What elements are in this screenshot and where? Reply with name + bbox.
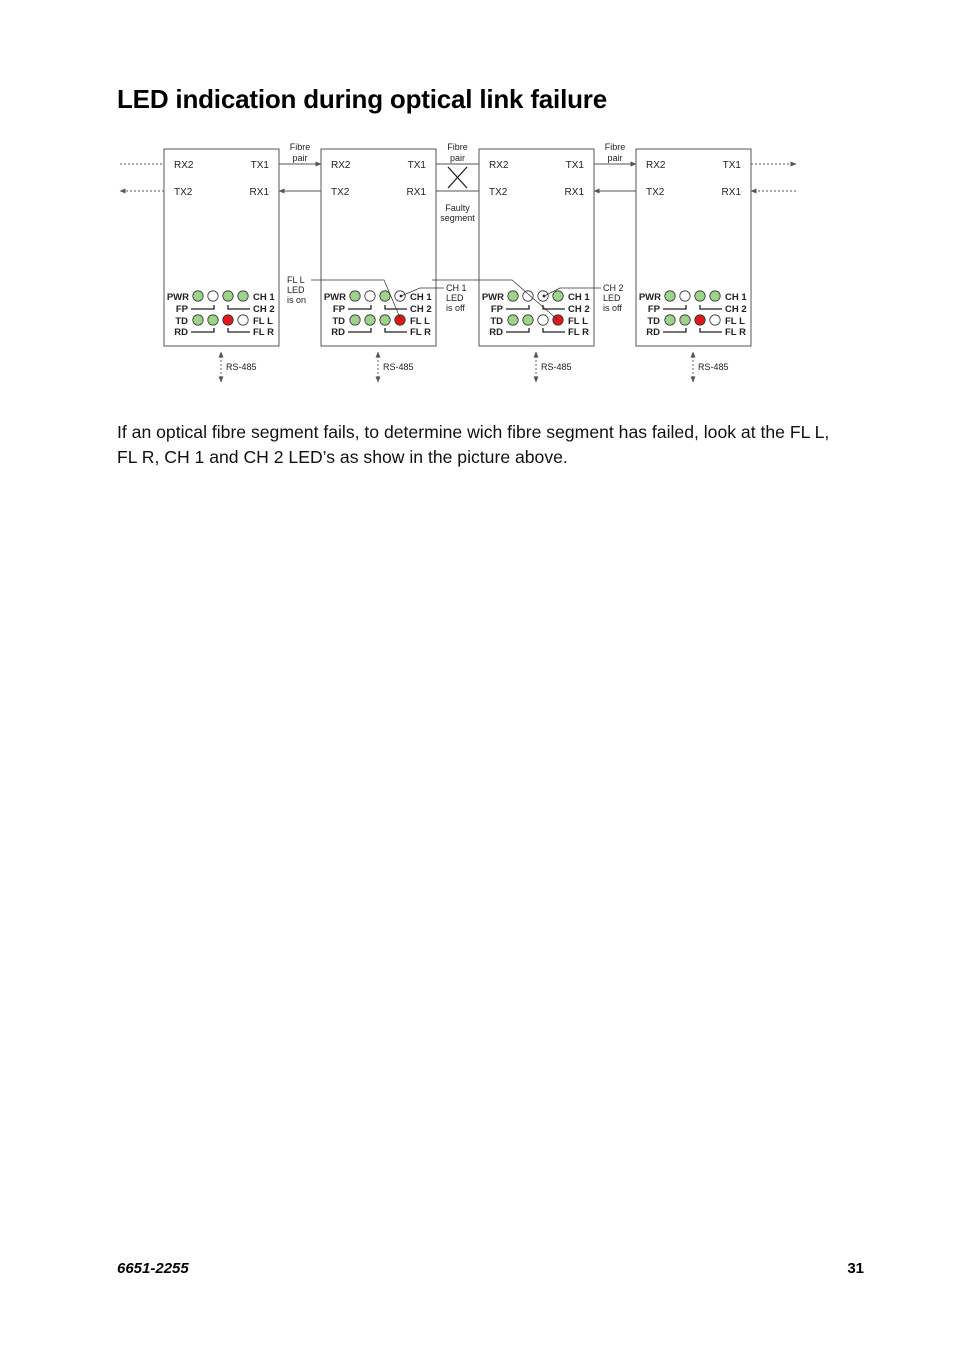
led-label-td: TD — [332, 316, 345, 327]
led-pwr — [193, 291, 203, 301]
fibre-pair-label: Fibre — [604, 142, 626, 152]
led-label-fl-r: FL R — [253, 327, 274, 338]
led-label-fl-r: FL R — [725, 327, 746, 338]
port-label-tx2: TX2 — [174, 187, 193, 198]
led-label-ch2: CH 2 — [253, 304, 275, 315]
link-failure-diagram — [0, 130, 954, 400]
converter-unit — [479, 149, 594, 382]
port-label-tx1: TX1 — [722, 160, 741, 171]
led-fl-r — [238, 315, 248, 325]
led-label-td: TD — [175, 316, 188, 327]
led-td — [508, 315, 518, 325]
led-indicator — [208, 291, 218, 301]
rs485-label: RS-485 — [226, 362, 257, 372]
faulty-segment-label: segment — [440, 213, 475, 223]
led-label-fp: FP — [647, 304, 660, 315]
led-pwr — [665, 291, 675, 301]
led-ch2 — [710, 291, 720, 301]
port-label-tx2: TX2 — [489, 187, 508, 198]
callout-ch1: LED — [446, 293, 464, 303]
led-rd — [365, 315, 375, 325]
body-paragraph: If an optical fibre segment fails, to determine wich fibre segment has failed, look at the FL L, FL R, CH 1 and CH 2 LED’s as show in the picture above. — [117, 422, 830, 467]
callout-fl-l: LED — [287, 285, 305, 295]
port-label-rx2: RX2 — [174, 160, 194, 171]
led-label-td: TD — [490, 316, 503, 327]
fibre-pair-label: pair — [607, 153, 623, 163]
port-label-rx2: RX2 — [331, 160, 351, 171]
led-fl-r — [395, 315, 405, 325]
led-td — [350, 315, 360, 325]
led-label-pwr: PWR — [638, 292, 661, 303]
port-label-tx1: TX1 — [407, 160, 426, 171]
port-label-rx1: RX1 — [249, 187, 269, 198]
converter-unit — [321, 149, 436, 382]
led-label-ch2: CH 2 — [725, 304, 747, 315]
led-label-fl-r: FL R — [568, 327, 589, 338]
port-label-tx1: TX1 — [250, 160, 269, 171]
faulty-segment-label: Faulty — [445, 203, 470, 213]
fibre-pair-label: Fibre — [447, 142, 468, 152]
led-ch1 — [380, 291, 390, 301]
rs485-label: RS-485 — [698, 362, 729, 372]
led-label-rd: RD — [646, 327, 660, 338]
fibre-pair-label: pair — [292, 153, 308, 163]
led-label-fl-l: FL L — [410, 316, 430, 327]
led-ch1 — [695, 291, 705, 301]
port-label-rx2: RX2 — [646, 160, 666, 171]
led-label-ch2: CH 2 — [568, 304, 590, 315]
led-label-pwr: PWR — [323, 292, 346, 303]
led-label-fl-l: FL L — [253, 316, 273, 327]
led-td — [665, 315, 675, 325]
callout-ch2: is off — [603, 303, 622, 313]
callout-ch2: LED — [603, 293, 621, 303]
led-fl-l — [223, 315, 233, 325]
callout-fl-l: is on — [287, 295, 307, 305]
port-label-rx1: RX1 — [406, 187, 426, 198]
led-pwr — [508, 291, 518, 301]
page-number: 31 — [847, 1260, 864, 1277]
led-rd — [208, 315, 218, 325]
led-label-fp: FP — [490, 304, 503, 315]
page-title: LED indication during optical link failure — [117, 84, 607, 114]
port-label-tx1: TX1 — [565, 160, 584, 171]
led-ch2 — [553, 291, 563, 301]
led-fl-l — [695, 315, 705, 325]
converter-unit — [164, 149, 279, 382]
port-label-rx2: RX2 — [489, 160, 509, 171]
port-label-tx2: TX2 — [331, 187, 350, 198]
led-label-ch1: CH 1 — [568, 292, 590, 303]
led-label-rd: RD — [174, 327, 188, 338]
callout-ch2: CH 2 — [603, 283, 624, 293]
led-label-fp: FP — [175, 304, 188, 315]
led-rd — [680, 315, 690, 325]
rs485-label: RS-485 — [541, 362, 572, 372]
led-label-td: TD — [647, 316, 660, 327]
rs485-label: RS-485 — [383, 362, 414, 372]
callout-fl-l: FL L — [287, 275, 305, 285]
led-label-pwr: PWR — [166, 292, 189, 303]
led-label-ch1: CH 1 — [725, 292, 747, 303]
led-indicator — [523, 291, 533, 301]
converter-units — [164, 149, 751, 382]
led-td — [193, 315, 203, 325]
led-indicator — [680, 291, 690, 301]
converter-unit — [636, 149, 751, 382]
led-fl-r — [710, 315, 720, 325]
led-label-ch1: CH 1 — [410, 292, 432, 303]
document-number: 6651-2255 — [117, 1260, 189, 1277]
led-label-rd: RD — [331, 327, 345, 338]
led-fl-l — [538, 315, 548, 325]
led-ch1 — [223, 291, 233, 301]
led-ch2 — [238, 291, 248, 301]
led-indicator — [365, 291, 375, 301]
led-label-fl-l: FL L — [725, 316, 745, 327]
led-label-rd: RD — [489, 327, 503, 338]
port-label-tx2: TX2 — [646, 187, 665, 198]
callout-ch1: CH 1 — [446, 283, 467, 293]
led-rd — [523, 315, 533, 325]
led-label-ch1: CH 1 — [253, 292, 275, 303]
fibre-pair-label: pair — [449, 153, 466, 163]
led-label-fp: FP — [332, 304, 345, 315]
port-label-rx1: RX1 — [721, 187, 741, 198]
fibre-pair-label: Fibre — [289, 142, 311, 152]
led-fl-l — [380, 315, 390, 325]
led-label-ch2: CH 2 — [410, 304, 432, 315]
led-pwr — [350, 291, 360, 301]
port-label-rx1: RX1 — [564, 187, 584, 198]
led-label-fl-l: FL L — [568, 316, 588, 327]
callout-ch1: is off — [446, 303, 465, 313]
led-label-pwr: PWR — [481, 292, 504, 303]
led-label-fl-r: FL R — [410, 327, 431, 338]
